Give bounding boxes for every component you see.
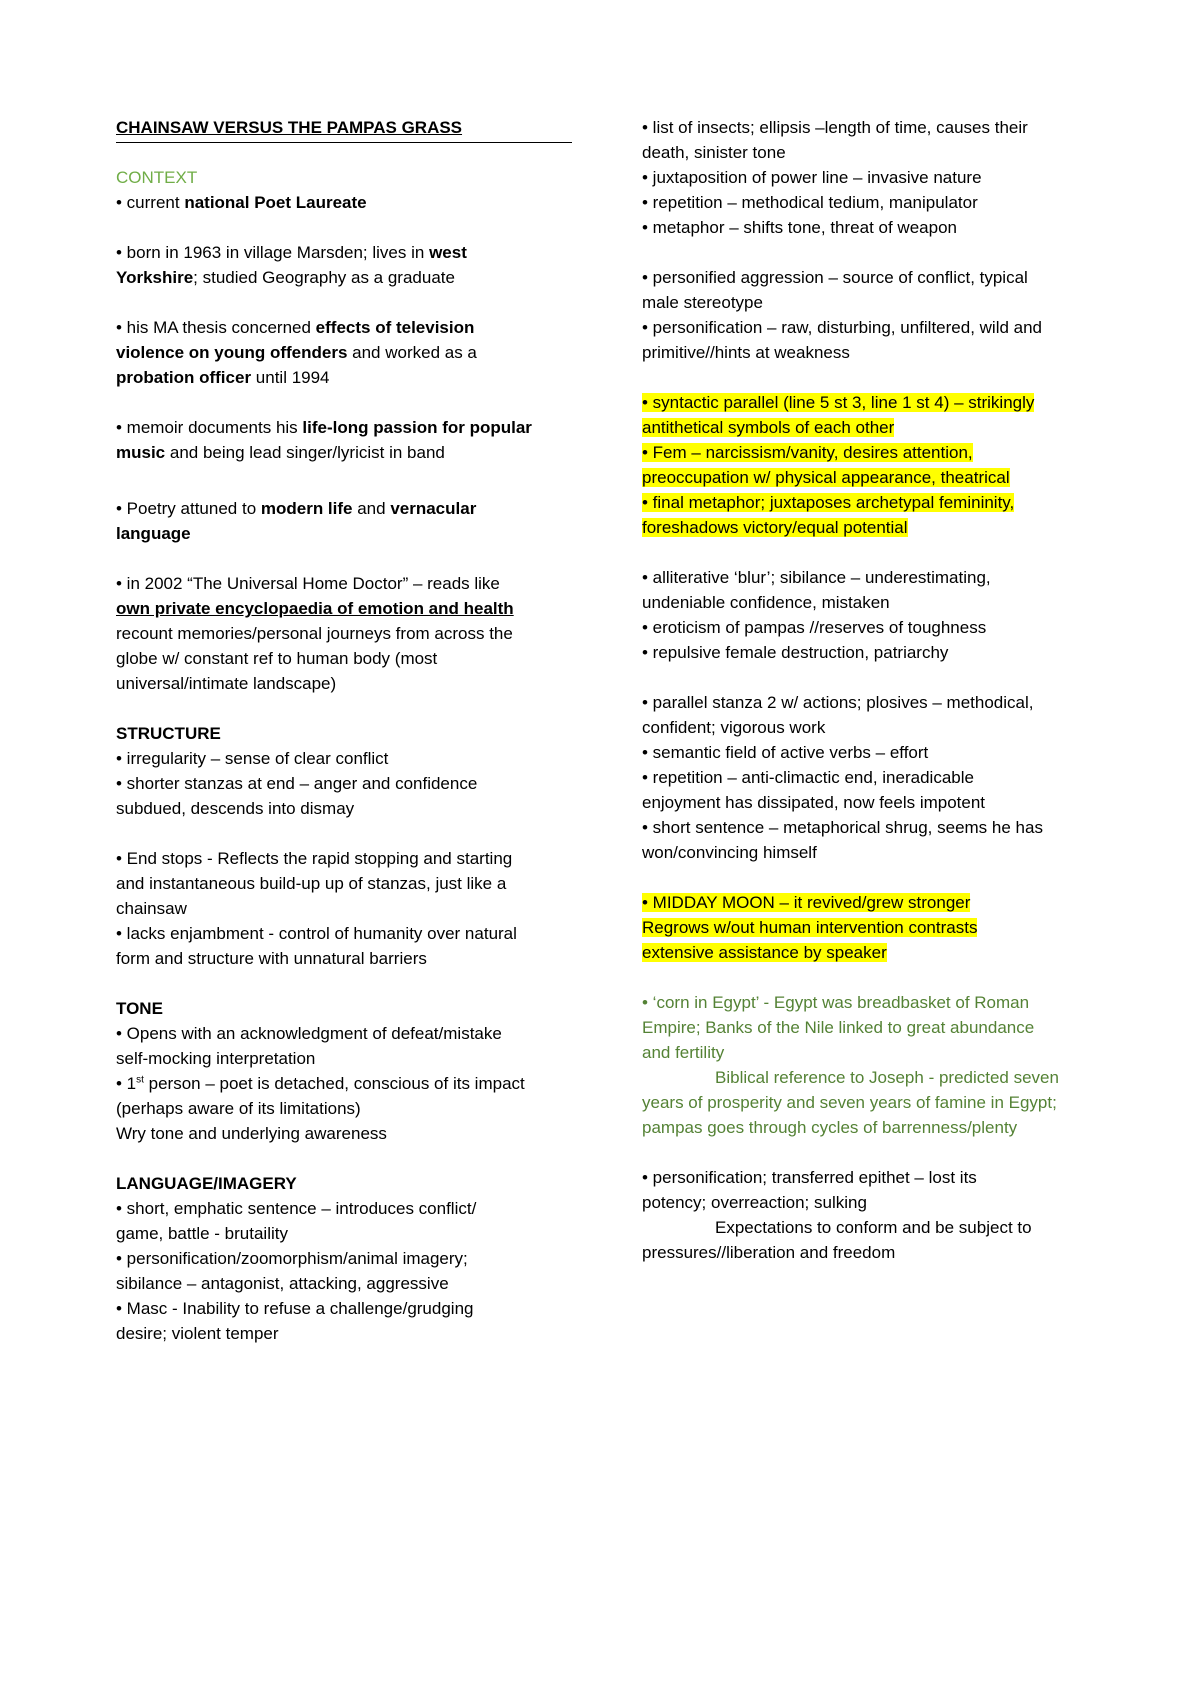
text: • 1 [116, 1074, 137, 1093]
structure-line: • irregularity – sense of clear conflict [116, 749, 389, 768]
context-bullet [116, 415, 581, 440]
note-line: Expectations to conform and be subject to [715, 1218, 1032, 1237]
spacer [642, 665, 1112, 690]
spacer [642, 965, 1112, 990]
highlighted-note-line [642, 940, 1112, 965]
bold-text: modern life [260, 499, 353, 518]
green-note-line: pampas goes through cycles of barrenness/plenty [642, 1118, 1018, 1137]
text: and worked as a [347, 343, 477, 362]
highlighted-note-line [642, 490, 1112, 515]
language-line: • Masc - Inability to refuse a challenge/grudging [116, 1299, 474, 1318]
language-line: • short, emphatic sentence – introduces conflict/ [116, 1199, 477, 1218]
context-line: recount memories/personal journeys from across the [116, 624, 513, 643]
structure-line: subdued, descends into dismay [116, 799, 355, 818]
bold-text: national Poet Laureate [184, 193, 367, 212]
highlight: extensive assistance by speaker [642, 943, 887, 962]
language-heading: LANGUAGE/IMAGERY [116, 1174, 297, 1193]
bold-text: west [429, 243, 467, 262]
note-line: enjoyment has dissipated, now feels impotent [642, 793, 986, 812]
text: • born in 1963 in village Marsden; lives in [116, 243, 430, 262]
text: • current [116, 193, 185, 212]
bold-text: violence on young offenders [116, 343, 348, 362]
note-line: • personification; transferred epithet – lost its [642, 1168, 977, 1187]
tone-line: Wry tone and underlying awareness [116, 1124, 387, 1143]
green-note-line: years of prosperity and seven years of famine in Egypt; [642, 1093, 1057, 1112]
highlighted-note-line [642, 515, 1112, 540]
text: until 1994 [251, 368, 330, 387]
context-bullet: • in 2002 “The Universal Home Doctor” – reads like [116, 574, 500, 593]
spacer [116, 143, 581, 165]
text: • memoir documents his [116, 418, 303, 437]
bold-text: Yorkshire [116, 268, 194, 287]
context-line [116, 265, 581, 290]
context-bullet [116, 496, 581, 521]
green-note-line: Empire; Banks of the Nile linked to great abundance [642, 1018, 1035, 1037]
note-line: • personified aggression – source of conflict, typical [642, 268, 1028, 287]
note-line: • eroticism of pampas //reserves of toughness [642, 618, 987, 637]
spacer [642, 240, 1112, 265]
note-line: won/convincing himself [642, 843, 817, 862]
spacer [116, 696, 581, 721]
context-line: language [116, 524, 191, 543]
text: ; studied Geography as a graduate [193, 268, 455, 287]
context-heading: CONTEXT [116, 168, 198, 187]
note-line: • repetition – anti-climactic end, ineradicable [642, 768, 974, 787]
document-title: CHAINSAW VERSUS THE PAMPAS GRASS [116, 118, 463, 137]
highlight: antithetical symbols of each other [642, 418, 895, 437]
highlight: foreshadows victory/equal potential [642, 518, 908, 537]
spacer [116, 1146, 581, 1171]
spacer [116, 546, 581, 571]
note-line: confident; vigorous work [642, 718, 826, 737]
text: • his MA thesis concerned [116, 318, 316, 337]
highlight: • final metaphor; juxtaposes archetypal femininity, [642, 493, 1015, 512]
tone-line: • Opens with an acknowledgment of defeat/mistake [116, 1024, 502, 1043]
spacer [116, 971, 581, 996]
bold-text: probation officer [116, 368, 252, 387]
spacer [116, 390, 581, 415]
spacer [116, 290, 581, 315]
note-line: • metaphor – shifts tone, threat of weapon [642, 218, 957, 237]
highlighted-note-line [642, 415, 1112, 440]
context-bullet [116, 240, 581, 265]
structure-heading: STRUCTURE [116, 724, 221, 743]
spacer [642, 1140, 1112, 1165]
spacer [116, 821, 581, 846]
note-line: • parallel stanza 2 w/ actions; plosives – methodical, [642, 693, 1034, 712]
spacer [642, 865, 1112, 890]
highlight: • Fem – narcissism/vanity, desires attention, [642, 443, 973, 462]
right-column [642, 115, 1112, 1265]
highlighted-note-line [642, 390, 1112, 415]
green-note-line: and fertility [642, 1043, 725, 1062]
note-line: • repulsive female destruction, patriarchy [642, 643, 949, 662]
context-line [116, 440, 581, 465]
language-line: sibilance – antagonist, attacking, aggressive [116, 1274, 449, 1293]
highlighted-note-line [642, 465, 1112, 490]
tone-line: self-mocking interpretation [116, 1049, 316, 1068]
context-bullet [116, 190, 581, 215]
language-line: desire; violent temper [116, 1324, 279, 1343]
language-line: • personification/zoomorphism/animal imagery; [116, 1249, 468, 1268]
left-column [116, 115, 581, 1346]
structure-line: and instantaneous build-up up of stanzas, just like a [116, 874, 507, 893]
highlight: • MIDDAY MOON – it revived/grew stronger [642, 893, 971, 912]
context-line [116, 340, 581, 365]
note-line: death, sinister tone [642, 143, 786, 162]
note-line: • short sentence – metaphorical shrug, seems he has [642, 818, 1043, 837]
context-line [116, 365, 581, 390]
bold-text: life-long passion for popular [302, 418, 532, 437]
structure-line: • shorter stanzas at end – anger and confidence [116, 774, 478, 793]
note-line: • personification – raw, disturbing, unfiltered, wild and [642, 318, 1043, 337]
superscript: st [136, 1074, 144, 1086]
highlighted-note-line [642, 915, 1112, 940]
note-line: • repetition – methodical tedium, manipulator [642, 193, 978, 212]
context-line: universal/intimate landscape) [116, 674, 337, 693]
note-line: • juxtaposition of power line – invasive nature [642, 168, 982, 187]
context-line: globe w/ constant ref to human body (most [116, 649, 438, 668]
context-bullet [116, 315, 581, 340]
tone-line [116, 1071, 581, 1096]
highlighted-note-line [642, 890, 1112, 915]
spacer [116, 215, 581, 240]
structure-line: form and structure with unnatural barriers [116, 949, 427, 968]
text: and [352, 499, 391, 518]
note-line: primitive//hints at weakness [642, 343, 850, 362]
context-line: own private encyclopaedia of emotion and health [116, 599, 514, 618]
green-note-line: Biblical reference to Joseph - predicted seven [715, 1068, 1059, 1087]
highlighted-note-line [642, 440, 1112, 465]
structure-line: • lacks enjambment - control of humanity over natural [116, 924, 517, 943]
tone-heading: TONE [116, 999, 163, 1018]
note-line: male stereotype [642, 293, 763, 312]
highlight: preoccupation w/ physical appearance, theatrical [642, 468, 1010, 487]
text: person – poet is detached, conscious of its impact [143, 1074, 525, 1093]
spacer [642, 365, 1112, 390]
structure-line: • End stops - Reflects the rapid stopping and starting [116, 849, 513, 868]
text: • Poetry attuned to [116, 499, 261, 518]
note-line: potency; overreaction; sulking [642, 1193, 867, 1212]
structure-line: chainsaw [116, 899, 187, 918]
note-line: pressures//liberation and freedom [642, 1243, 896, 1262]
language-line: game, battle - brutaility [116, 1224, 288, 1243]
note-line: • semantic field of active verbs – effort [642, 743, 929, 762]
text: and being lead singer/lyricist in band [165, 443, 445, 462]
bold-text: music [116, 443, 166, 462]
note-line: undeniable confidence, mistaken [642, 593, 890, 612]
green-note-line: • ‘corn in Egypt’ - Egypt was breadbasket of Roman [642, 993, 1030, 1012]
highlight: Regrows w/out human intervention contrasts [642, 918, 978, 937]
spacer [116, 465, 581, 496]
spacer [642, 540, 1112, 565]
note-line: • list of insects; ellipsis –length of time, causes their [642, 118, 1028, 137]
bold-text: effects of television [315, 318, 475, 337]
note-line: • alliterative ‘blur’; sibilance – underestimating, [642, 568, 991, 587]
bold-text: vernacular [390, 499, 477, 518]
highlight: • syntactic parallel (line 5 st 3, line 1 st 4) – strikingly [642, 393, 1035, 412]
tone-line: (perhaps aware of its limitations) [116, 1099, 361, 1118]
